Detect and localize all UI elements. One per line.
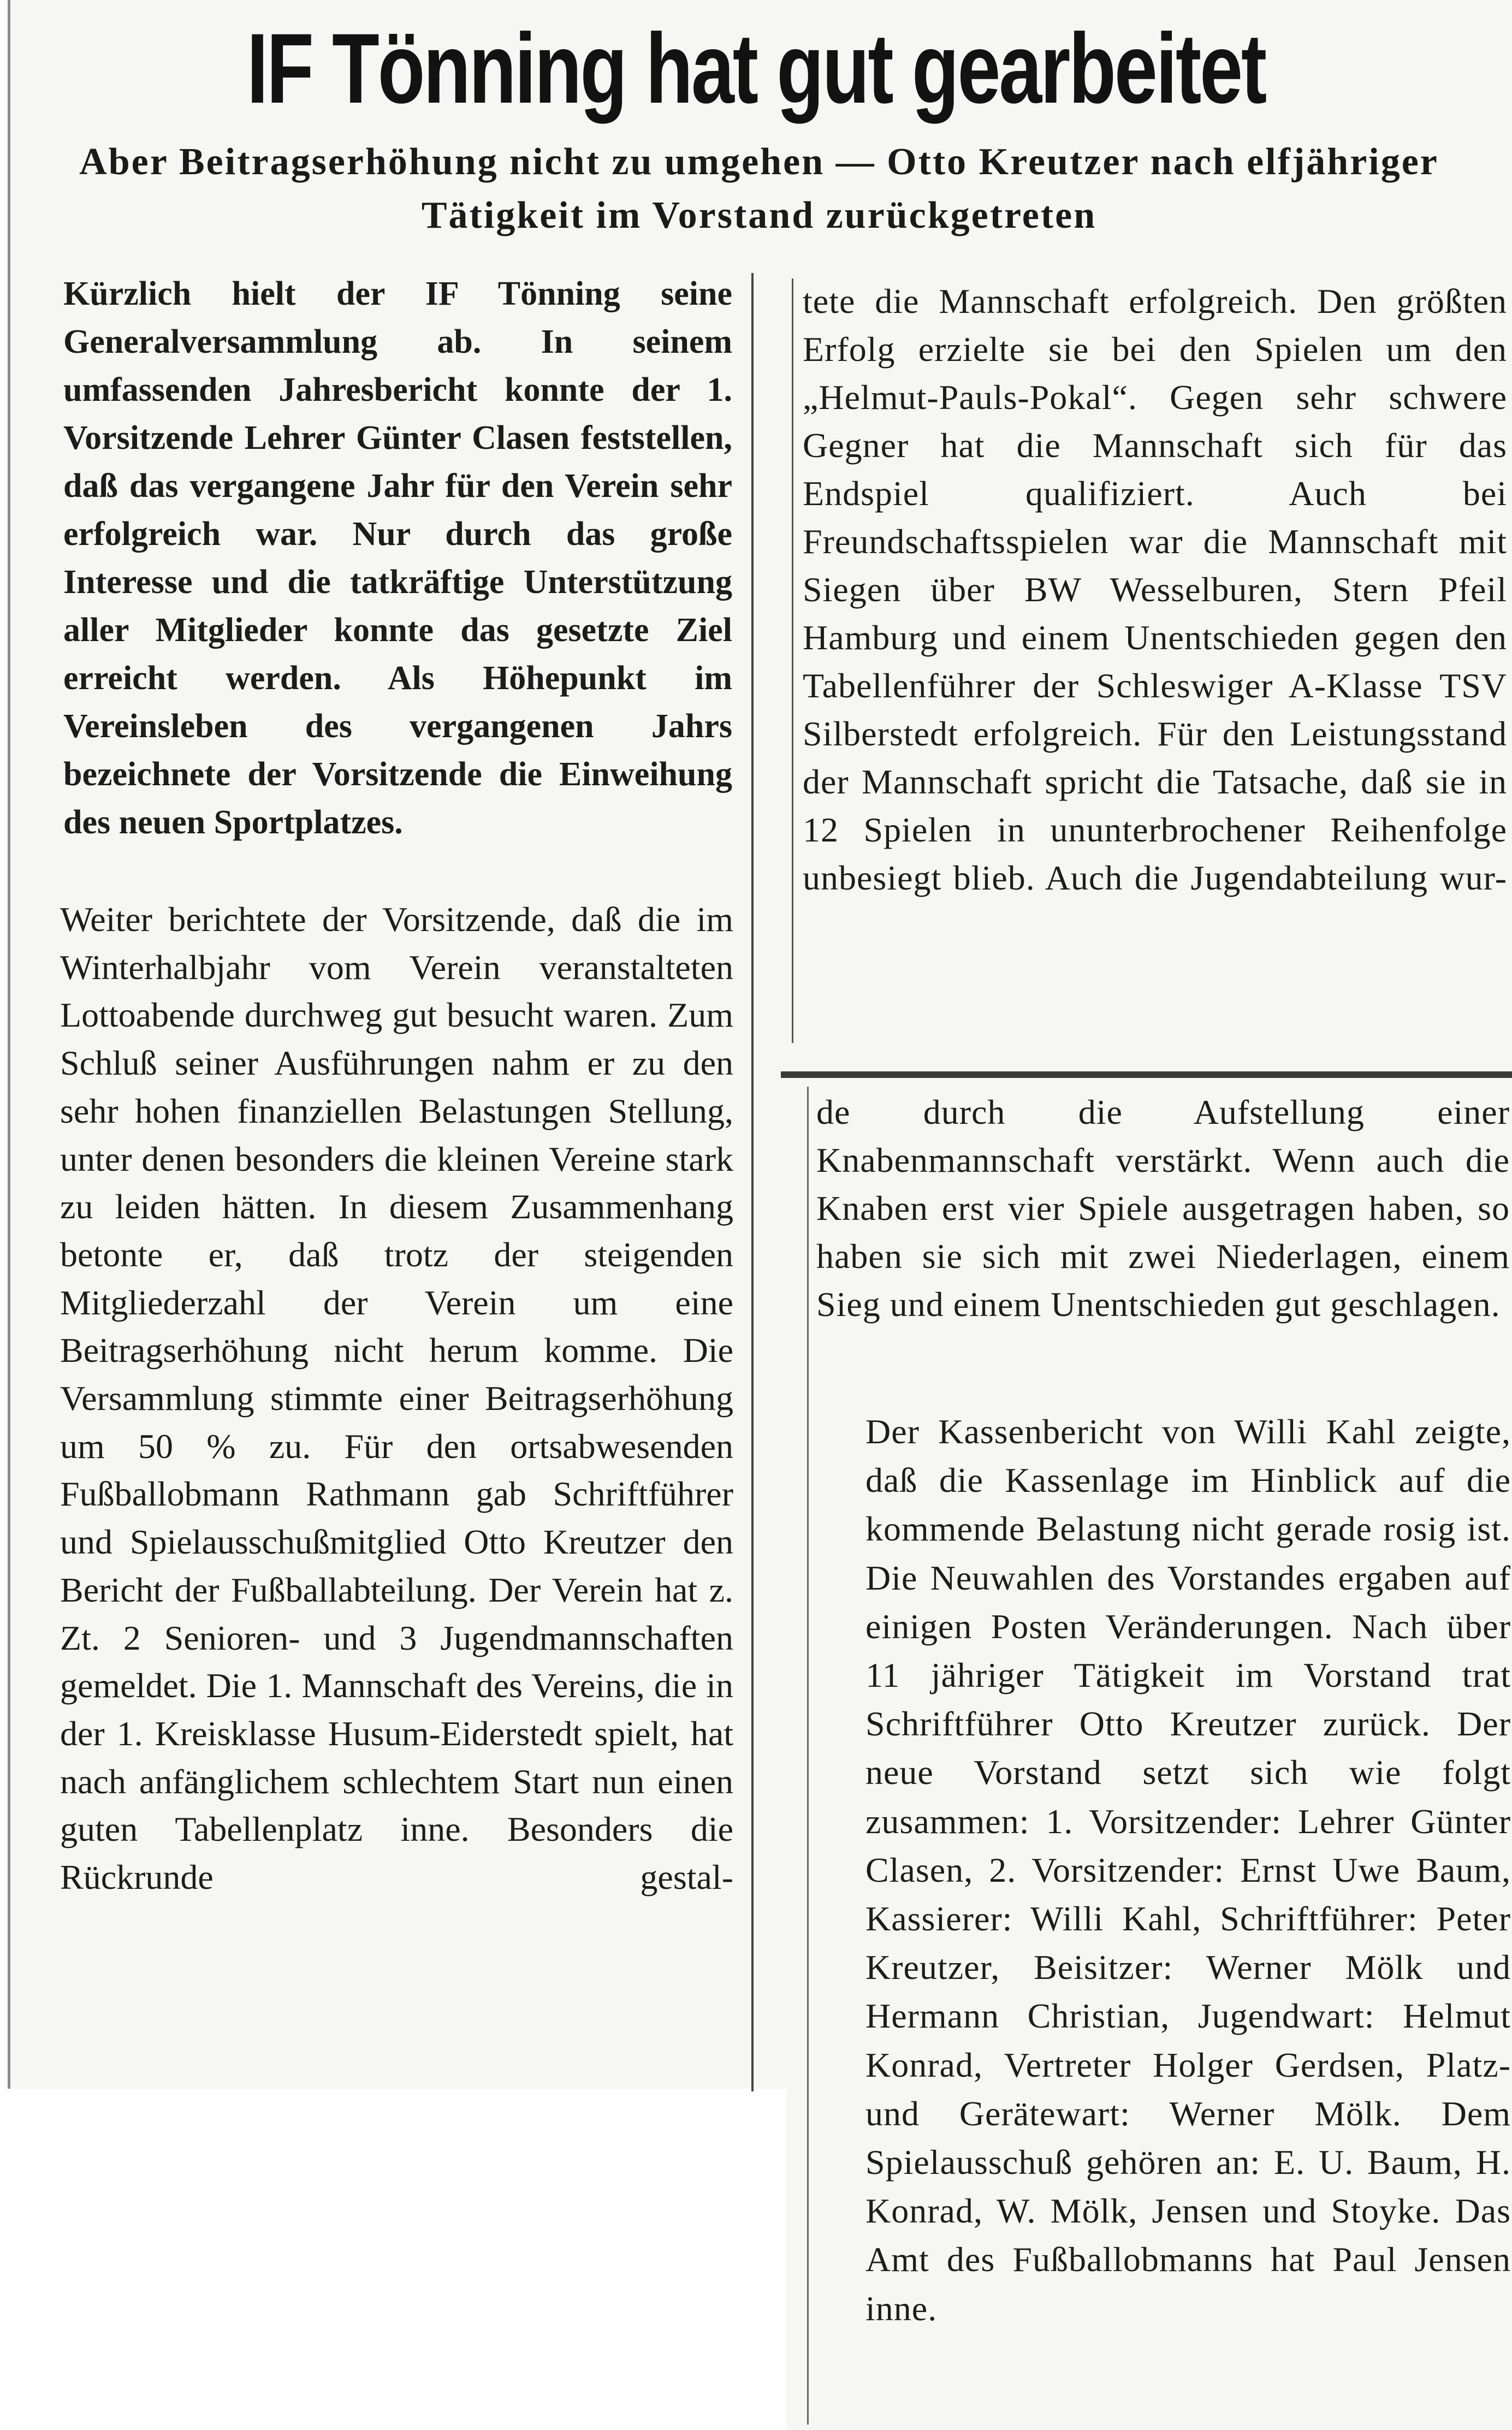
body-paragraph: Der Kassenbericht von Willi Kahl zeigte, daß die Kassenlage im Hinblick auf die kommende Belastung nicht gerade rosig ist. Die Neuwahlen des Vorstandes ergaben auf einigen Posten Veränderungen. Nach über 11 jähriger Tätigkeit im Vorstand trat Schriftführer Otto Kreutzer zurück. Der neue Vorstand setzt sich wie folgt zusammen: 1. Vorsitzender: Lehrer Günter Clasen, 2. Vorsitzender: Ernst Uwe Baum, Kassierer: Willi Kahl, Schriftführer: Peter Kreutzer, Beisitzer: Werner Mölk und Hermann Christian, Jugendwart: Helmut Konrad, Vertreter Holger Gerdsen, Platz- und Gerätewart: Werner Mölk. Dem Spielausschuß gehören an: E. U. Baum, H. Konrad, W. Mölk, Jensen und Stoyke. Das Amt des Fußballobmanns hat Paul Jensen inne. xyxy=(865,1412,1511,2328)
lead-paragraph: Kürzlich hielt der IF Tönning seine Generalversammlung ab. In seinem umfassenden Jahresbericht konnte der 1. Vorsitzende Lehrer Günter Clasen feststellen, daß das vergangene Jahr für den Verein sehr erfolgreich war. Nur durch das große Interesse und die tatkräftige Unterstützung aller Mitglieder konnte das gesetzte Ziel erreicht werden. Als Höhepunkt im Vereinsleben des vergangenen Jahrs bezeichnete der Vorsitzende die Einweihung des neuen Sportplatzes. xyxy=(63,275,732,841)
article-column-1 xyxy=(16,896,733,1901)
column-rule-right-bottom xyxy=(807,1087,809,2425)
column-rule-right-top xyxy=(792,278,793,1043)
column-rule-left xyxy=(751,273,754,2091)
article-column-2-mid xyxy=(816,1088,1510,1329)
article-lead xyxy=(20,270,732,846)
body-paragraph: tete die Mannschaft erfolgreich. Den größten Erfolg erzielte sie bei den Spielen um den „Helmut-Pauls-Pokal“. Gegen sehr schwere Gegner hat die Mannschaft sich für das Endspiel qualifiziert. Auch bei Freundschaftsspielen war die Mannschaft mit Siegen über BW Wesselburen, Stern Pfeil Hamburg und einem Unentschieden gegen den Tabellenführer der Schleswiger A-Klasse TSV Silberstedt erfolgreich. Für den Leistungsstand der Mannschaft spricht die Tatsache, daß sie in 12 Spielen in ununterbrochener Reihenfolge unbesiegt blieb. Auch die Jugendabteilung wur- xyxy=(803,282,1507,897)
article-subheadline: Aber Beitragserhöhung nicht zu umgehen — Otto Kreutzer nach elfjähriger Tätigkeit im Vorstand zurückgetreten xyxy=(79,141,1439,236)
body-paragraph: de durch die Aufstellung einer Knabenmannschaft verstärkt. Wenn auch die Knaben erst vier Spiele ausgetragen haben, so haben sie sich mit zwei Niederlagen, einem Sieg und einem Unentschieden gut geschlagen. xyxy=(816,1093,1510,1324)
article-headline: IF Tönning hat gut gearbeitet xyxy=(246,13,1266,124)
body-paragraph: Weiter berichtete der Vorsitzende, daß die im Winterhalbjahr vom Verein veranstalteten Lottoabende durchweg gut besucht waren. Zum Schluß seiner Ausführungen nahm er zu den sehr hohen finanziellen Belastungen Stellung, unter denen besonders die kleinen Vereine stark zu leiden hätten. In diesem Zusammenhang betonte er, daß trotz der steigenden Mitgliederzahl der Verein um eine Beitragserhöhung nicht herum komme. Die Versammlung stimmte einer Beitragserhöhung um 50 % zu. Für den ortsabwesenden Fußballobmann Rathmann gab Schriftführer und Spielausschußmitglied Otto Kreutzer den Bericht der Fußballabteilung. Der Verein hat z. Zt. 2 Senioren- und 3 Jugendmannschaften gemeldet. Die 1. Mannschaft des Vereins, die in der 1. Kreisklasse Husum-Eiderstedt spielt, hat nach anfänglichem schlechtem Start nun einen guten Tabellenplatz inne. Besonders die Rückrunde gestal- xyxy=(60,900,733,1897)
section-divider xyxy=(781,1071,1512,1078)
article-column-2-top xyxy=(803,277,1507,902)
article-column-2-bottom xyxy=(822,1407,1511,2333)
